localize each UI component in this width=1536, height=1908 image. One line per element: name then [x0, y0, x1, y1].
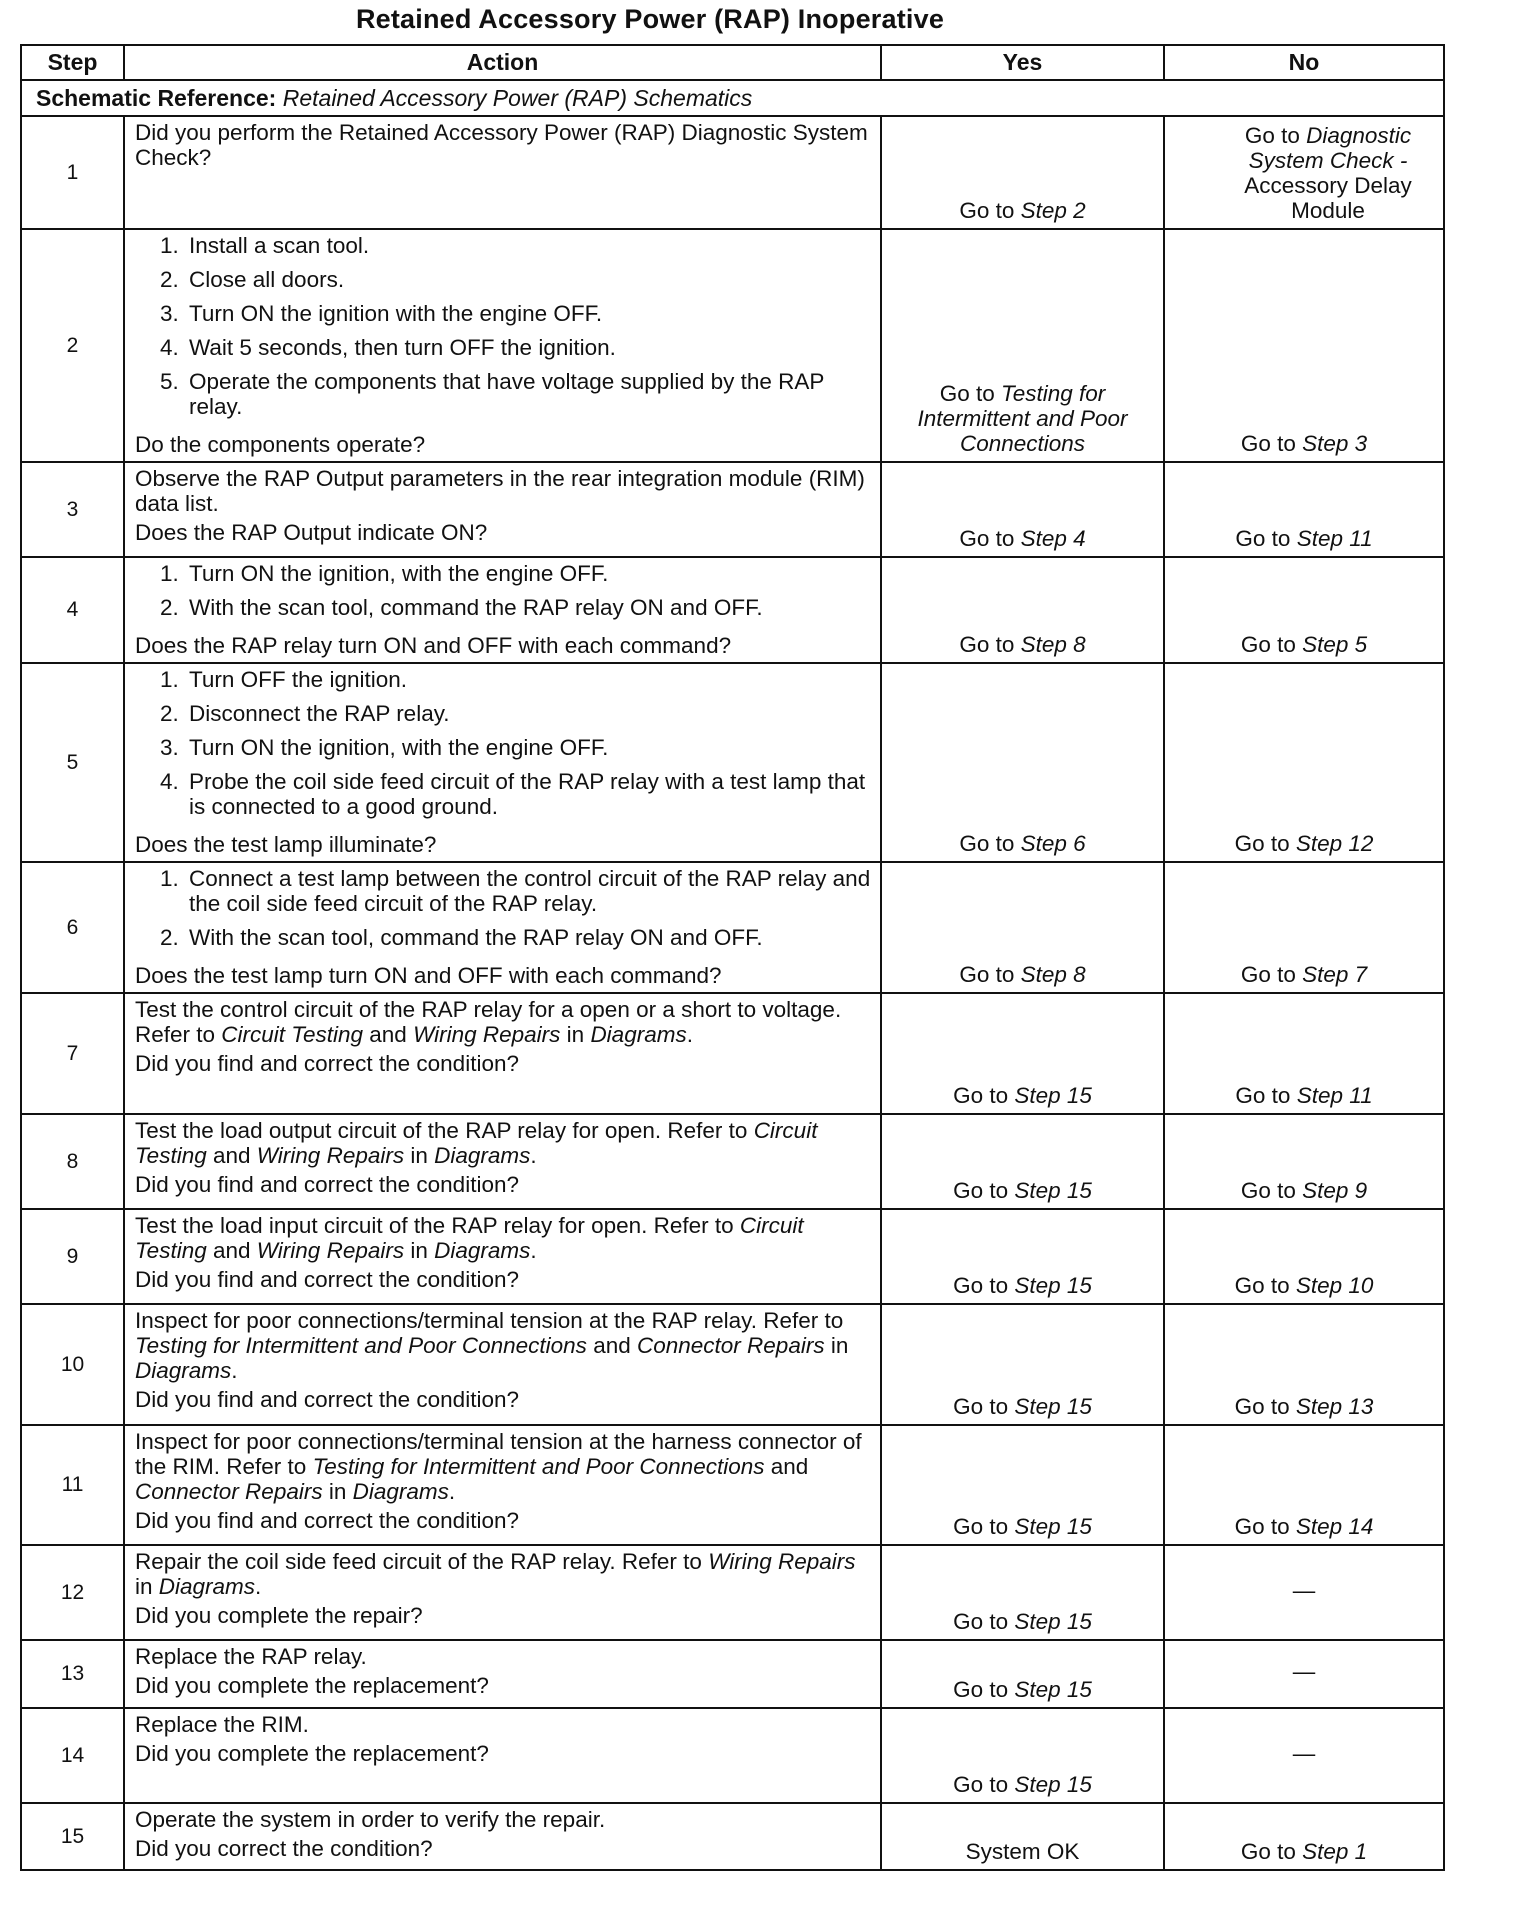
step-number: 13	[21, 1640, 124, 1708]
yes-link[interactable]: Step 15	[1014, 1609, 1092, 1634]
step-number: 7	[21, 993, 124, 1114]
no-prefix: Go to	[1234, 1273, 1296, 1298]
text-part: Test the control circuit of the RAP relay for a open or a short to voltage. Refer to	[135, 997, 842, 1047]
action-text	[135, 1549, 872, 1599]
action-cell	[124, 862, 881, 993]
action-text	[135, 1118, 872, 1168]
table-row	[21, 862, 1444, 993]
action-cell	[124, 1708, 881, 1803]
action-cell	[124, 557, 881, 663]
no-prefix: Go to	[1240, 962, 1303, 987]
text-part: .	[686, 1022, 693, 1047]
reference-link[interactable]: Wiring Repairs	[256, 1238, 405, 1263]
yes-link[interactable]: Step 6	[1020, 831, 1086, 856]
reference-link[interactable]: Circuit Testing	[135, 1118, 818, 1168]
no-cell	[1164, 1209, 1444, 1304]
yes-cell	[881, 1114, 1164, 1209]
yes-prefix: Go to	[953, 1273, 1015, 1298]
yes-link[interactable]: Step 15	[1014, 1514, 1092, 1539]
step-number: 8	[21, 1114, 124, 1209]
no-link[interactable]: Step 11	[1296, 1083, 1373, 1108]
question: Did you find and correct the condition?	[135, 1267, 519, 1292]
yes-cell	[881, 1545, 1164, 1640]
yes-prefix: Go to	[959, 526, 1021, 551]
procedure-list	[135, 561, 872, 629]
no-prefix: Go to	[1240, 632, 1303, 657]
text-part: Inspect for poor connections/terminal tension at the RAP relay. Refer to	[135, 1308, 844, 1333]
no-link[interactable]: Step 14	[1295, 1514, 1374, 1539]
no-prefix: Go to	[1240, 1178, 1303, 1203]
text-part: in	[404, 1143, 435, 1168]
no-cell	[1164, 229, 1444, 462]
text-part: and	[764, 1454, 809, 1479]
yes-cell	[881, 557, 1164, 663]
table-row	[21, 1640, 1444, 1708]
action-cell	[124, 229, 881, 462]
yes-cell	[881, 1209, 1164, 1304]
yes-prefix: Go to	[953, 1083, 1015, 1108]
yes-cell	[881, 663, 1164, 862]
table-row	[21, 1425, 1444, 1545]
no-cell	[1164, 663, 1444, 862]
list-item: 3. Turn ON the ignition with the engine OFF.	[185, 301, 872, 326]
yes-link[interactable]: Step 15	[1014, 1273, 1092, 1298]
step-number: 14	[21, 1708, 124, 1803]
no-cell	[1164, 1114, 1444, 1209]
list-item: 1. Turn ON the ignition, with the engine OFF.	[185, 561, 872, 586]
no-prefix: Go to	[1235, 1083, 1297, 1108]
yes-cell: System OK	[881, 1803, 1164, 1870]
yes-prefix: Go to	[959, 831, 1021, 856]
text-part: in	[824, 1333, 849, 1358]
no-cell	[1164, 557, 1444, 663]
list-item: 5. Operate the components that have voltage supplied by the RAP relay.	[185, 369, 872, 419]
text-part: in	[135, 1574, 159, 1599]
yes-cell	[881, 1304, 1164, 1425]
step-number: 6	[21, 862, 124, 993]
text-part: and	[206, 1143, 257, 1168]
reference-link[interactable]: Wiring Repairs	[256, 1143, 405, 1168]
question: Did you complete the replacement?	[135, 1673, 489, 1698]
no-cell	[1164, 1803, 1444, 1870]
step-number: 5	[21, 663, 124, 862]
no-suffix: Accessory Delay Module	[1244, 173, 1412, 223]
schematic-link[interactable]: Retained Accessory Power (RAP) Schematics	[282, 84, 753, 111]
action-text: Replace the RAP relay.	[135, 1644, 367, 1669]
yes-prefix: Go to	[939, 381, 1002, 406]
no-link[interactable]: Step 1	[1302, 1839, 1368, 1864]
yes-prefix: Go to	[953, 1178, 1015, 1203]
text-part: and	[363, 1022, 414, 1047]
text-part: in	[560, 1022, 591, 1047]
yes-link[interactable]: Step 4	[1020, 526, 1086, 551]
step-number: 11	[21, 1425, 124, 1545]
yes-prefix: Go to	[959, 198, 1021, 223]
table-row	[21, 1708, 1444, 1803]
yes-cell	[881, 993, 1164, 1114]
no-cell: —	[1164, 1640, 1444, 1708]
header-no: No	[1164, 45, 1444, 80]
text-part: in	[322, 1479, 353, 1504]
action-text	[135, 1213, 872, 1263]
text-part: Repair the coil side feed circuit of the RAP relay. Refer to	[135, 1549, 709, 1574]
yes-cell	[881, 116, 1164, 229]
reference-link[interactable]: Diagrams	[352, 1479, 449, 1504]
list-item: 3. Turn ON the ignition, with the engine OFF.	[185, 735, 872, 760]
no-link[interactable]: Step 10	[1295, 1273, 1374, 1298]
no-cell	[1164, 993, 1444, 1114]
reference-link[interactable]: Circuit Testing	[221, 1022, 364, 1047]
action-cell	[124, 663, 881, 862]
reference-link[interactable]: Testing for Intermittent and Poor Connections	[312, 1454, 765, 1479]
no-link[interactable]: Diagnostic System Check -	[1248, 123, 1412, 173]
no-prefix: Go to	[1235, 526, 1297, 551]
reference-link[interactable]: Diagrams	[434, 1143, 531, 1168]
no-cell	[1164, 1425, 1444, 1545]
question: Do the components operate?	[135, 432, 426, 457]
yes-link[interactable]: Step 2	[1020, 198, 1086, 223]
diagnostic-table	[20, 44, 1445, 1871]
text-part: Test the load input circuit of the RAP relay for open. Refer to	[135, 1213, 740, 1238]
action-cell	[124, 1425, 881, 1545]
action-cell	[124, 1545, 881, 1640]
yes-link[interactable]: Testing for Intermittent and Poor Connections	[917, 381, 1128, 456]
table-row	[21, 1803, 1444, 1870]
table-row	[21, 1545, 1444, 1640]
reference-link[interactable]: Wiring Repairs	[413, 1022, 561, 1047]
yes-link[interactable]: Step 15	[1014, 1772, 1092, 1797]
no-link[interactable]: Step 9	[1302, 1178, 1368, 1203]
text-part: and	[586, 1333, 637, 1358]
yes-cell	[881, 1708, 1164, 1803]
list-item: 1. Turn OFF the ignition.	[185, 667, 872, 692]
reference-link[interactable]: Diagrams	[590, 1022, 687, 1047]
schematic-reference	[21, 80, 1444, 116]
question: Did you find and correct the condition?	[135, 1051, 519, 1076]
yes-link[interactable]: Step 15	[1014, 1083, 1092, 1108]
yes-link[interactable]: Step 8	[1020, 632, 1086, 657]
action-cell	[124, 1640, 881, 1708]
table-row	[21, 1114, 1444, 1209]
header-action: Action	[124, 45, 881, 80]
list-item: 1. Install a scan tool.	[185, 233, 872, 258]
yes-cell	[881, 1425, 1164, 1545]
table-row	[21, 1304, 1444, 1425]
table-row	[21, 663, 1444, 862]
step-number: 2	[21, 229, 124, 462]
action-text	[135, 997, 872, 1047]
list-item: 2. With the scan tool, command the RAP relay ON and OFF.	[185, 925, 872, 950]
no-link[interactable]: Step 11	[1296, 526, 1373, 551]
yes-link[interactable]: Step 8	[1020, 962, 1086, 987]
text-part: .	[231, 1358, 238, 1383]
schematic-row	[21, 80, 1444, 116]
text-part: in	[404, 1238, 435, 1263]
step-number: 4	[21, 557, 124, 663]
no-cell	[1164, 462, 1444, 557]
question: Did you find and correct the condition?	[135, 1172, 519, 1197]
reference-link[interactable]: Diagrams	[158, 1574, 256, 1599]
question: Does the test lamp illuminate?	[135, 832, 437, 857]
question: Did you complete the replacement?	[135, 1741, 489, 1766]
table-row	[21, 116, 1444, 229]
step-number: 12	[21, 1545, 124, 1640]
question: Does the RAP relay turn ON and OFF with each command?	[135, 633, 732, 658]
no-prefix: Go to	[1234, 1394, 1296, 1419]
action-cell	[124, 462, 881, 557]
table-row	[21, 557, 1444, 663]
yes-link[interactable]: Step 15	[1014, 1394, 1092, 1419]
yes-cell	[881, 862, 1164, 993]
list-item: 2. With the scan tool, command the RAP relay ON and OFF.	[185, 595, 872, 620]
yes-cell	[881, 229, 1164, 462]
question: Did you complete the repair?	[135, 1603, 423, 1628]
schematic-label: Schematic Reference:	[36, 84, 277, 111]
reference-link[interactable]: Wiring Repairs	[708, 1549, 856, 1574]
action-cell	[124, 1209, 881, 1304]
no-link[interactable]: Step 7	[1302, 962, 1368, 987]
step-number: 9	[21, 1209, 124, 1304]
no-link[interactable]: Step 12	[1295, 831, 1374, 856]
reference-link[interactable]: Connector Repairs	[636, 1333, 825, 1358]
question: Does the RAP Output indicate ON?	[135, 520, 488, 545]
question: Did you correct the condition?	[135, 1836, 433, 1861]
action-cell	[124, 116, 881, 229]
text-part: and	[206, 1238, 257, 1263]
action-text	[135, 1429, 872, 1504]
yes-link[interactable]: Step 15	[1014, 1178, 1092, 1203]
reference-link[interactable]: Diagrams	[434, 1238, 531, 1263]
question: Did you find and correct the condition?	[135, 1387, 519, 1412]
no-cell: —	[1164, 1545, 1444, 1640]
reference-link[interactable]: Circuit Testing	[135, 1213, 804, 1263]
yes-link[interactable]: Step 15	[1014, 1677, 1092, 1702]
table-row	[21, 993, 1444, 1114]
header-yes: Yes	[881, 45, 1164, 80]
yes-prefix: Go to	[953, 1394, 1015, 1419]
yes-prefix: Go to	[959, 962, 1021, 987]
header-step: Step	[21, 45, 124, 80]
header-row	[21, 45, 1444, 80]
no-link[interactable]: Step 3	[1302, 431, 1368, 456]
question: Did you perform the Retained Accessory Power (RAP) Diagnostic System Check?	[135, 120, 868, 170]
yes-prefix: Go to	[953, 1514, 1015, 1539]
yes-cell	[881, 462, 1164, 557]
no-prefix: Go to	[1240, 431, 1303, 456]
list-item: 2. Close all doors.	[185, 267, 872, 292]
action-text: Operate the system in order to verify the repair.	[135, 1807, 606, 1832]
procedure-list	[135, 233, 872, 428]
list-item: 2. Disconnect the RAP relay.	[185, 701, 872, 726]
table-row	[21, 462, 1444, 557]
list-item: 4. Probe the coil side feed circuit of the RAP relay with a test lamp that is connected to a good ground.	[185, 769, 872, 819]
no-prefix: Go to	[1244, 123, 1307, 148]
no-cell: —	[1164, 1708, 1444, 1803]
step-number: 1	[21, 116, 124, 229]
action-cell	[124, 1304, 881, 1425]
yes-prefix: Go to	[953, 1772, 1015, 1797]
text-part: .	[530, 1143, 537, 1168]
table-row	[21, 1209, 1444, 1304]
no-link[interactable]: Step 13	[1295, 1394, 1374, 1419]
yes-prefix: Go to	[953, 1609, 1015, 1634]
step-number: 3	[21, 462, 124, 557]
text-part: Inspect for poor connections/terminal tension at the harness connector of the RIM. Refer to	[135, 1429, 862, 1479]
step-number: 15	[21, 1803, 124, 1870]
action-text: Observe the RAP Output parameters in the rear integration module (RIM) data list.	[135, 466, 865, 516]
action-cell	[124, 1114, 881, 1209]
reference-link[interactable]: Connector Repairs	[135, 1479, 323, 1504]
action-text: Replace the RIM.	[135, 1712, 309, 1737]
no-cell	[1164, 1304, 1444, 1425]
list-item: 1. Connect a test lamp between the control circuit of the RAP relay and the coil side feed circuit of the RAP relay.	[185, 866, 872, 916]
procedure-list	[135, 866, 872, 959]
yes-prefix: Go to	[953, 1677, 1015, 1702]
text-part: .	[530, 1238, 537, 1263]
question: Did you find and correct the condition?	[135, 1508, 519, 1533]
no-prefix: Go to	[1240, 1839, 1303, 1864]
reference-link[interactable]: Testing for Intermittent and Poor Connections	[135, 1333, 587, 1358]
action-text	[135, 1308, 872, 1383]
no-cell	[1164, 116, 1444, 229]
no-cell	[1164, 862, 1444, 993]
text-part: .	[255, 1574, 262, 1599]
no-prefix: Go to	[1234, 831, 1296, 856]
reference-link[interactable]: Diagrams	[135, 1358, 232, 1383]
no-prefix: Go to	[1234, 1514, 1296, 1539]
page-title: Retained Accessory Power (RAP) Inoperative	[355, 4, 945, 34]
yes-prefix: Go to	[959, 632, 1021, 657]
yes-cell	[881, 1640, 1164, 1708]
step-number: 10	[21, 1304, 124, 1425]
action-cell	[124, 1803, 881, 1870]
table-row	[21, 229, 1444, 462]
procedure-list	[135, 667, 872, 828]
text-part: Test the load output circuit of the RAP relay for open. Refer to	[135, 1118, 754, 1143]
question: Does the test lamp turn ON and OFF with each command?	[135, 963, 722, 988]
list-item: 4. Wait 5 seconds, then turn OFF the ignition.	[185, 335, 872, 360]
text-part: .	[448, 1479, 456, 1504]
action-cell	[124, 993, 881, 1114]
no-link[interactable]: Step 5	[1302, 632, 1368, 657]
